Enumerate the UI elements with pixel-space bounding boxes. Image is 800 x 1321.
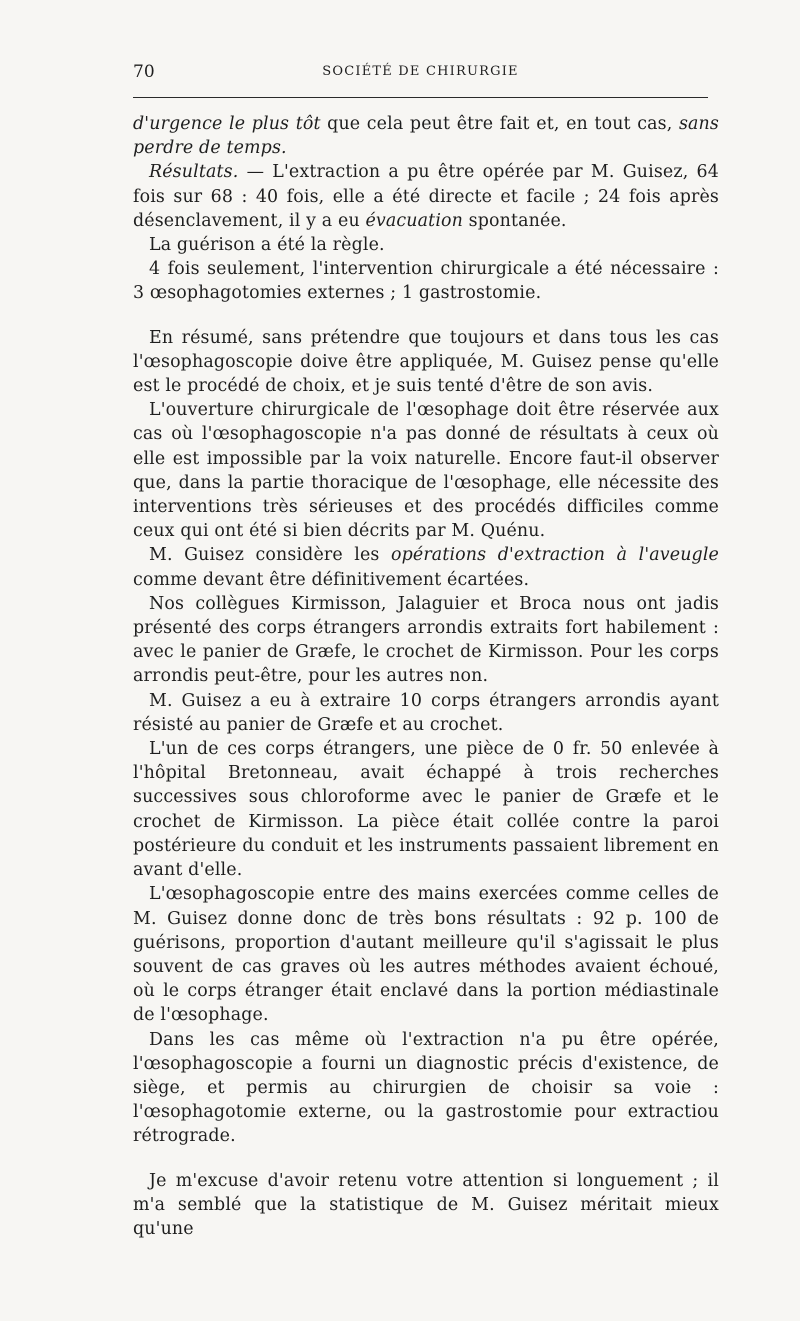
italic-text: d'urgence le plus tôt (133, 114, 321, 134)
paragraph (133, 882, 719, 1027)
text-run: Je m'excuse d'avoir retenu votre attention si longuement ; il m'a semblé que la statistique de M. Guisez méritait mieux qu'une (133, 1170, 719, 1239)
paragraph (133, 543, 719, 591)
text-run: M. Guisez a eu à extraire 10 corps étrangers arrondis ayant résisté au panier de Græfe et au crochet. (133, 690, 719, 735)
text-run: Nos collègues Kirmisson, Jalaguier et Broca nous ont jadis présenté des corps étrangers arrondis extraits fort habilement : avec le panier de Græfe, le crochet de Kirmisson. Pour les corps arrondis peut-être, pour les autres non. (133, 593, 719, 687)
paragraph (133, 233, 719, 257)
italic-text: Résultats. (149, 162, 239, 183)
text-run: En résumé, sans prétendre que toujours et dans tous les cas l'œsophagoscopie doive être appliquée, M. Guisez pense qu'elle est le procédé de choix, et je suis tenté d'être de son avis. (133, 327, 719, 397)
page-header (133, 58, 708, 88)
text-run: L'œsophagoscopie entre des mains exercées comme celles de M. Guisez donne donc de très bons résultats : 92 p. 100 de guérisons, proportion d'autant meilleure qu'il s'agissait le plus souvent de cas graves où les autres méthodes avaient échoué, où le corps étranger était enclavé dans la portion médiastinale de l'œsophage. (133, 884, 719, 1026)
running-title: SOCIÉTÉ DE CHIRURGIE (322, 64, 519, 79)
text-run: spontanée. (463, 210, 567, 231)
body-text (133, 112, 719, 1241)
paragraph (133, 1169, 719, 1242)
paragraph (133, 160, 719, 233)
text-run: 4 fois seulement, l'intervention chirurgicale a été nécessaire : 3 œsophagotomies externes ; 1 gastrostomie. (133, 259, 719, 304)
text-run: Dans les cas même où l'extraction n'a pu être opérée, l'œsophagoscopie a fourni un diagnostic précis d'existence, de siège, et permis au chirurgien de choisir sa voie : l'œsophagotomie externe, ou la gastrostomie pour extractiou rétrograde. (133, 1029, 719, 1147)
text-run: L'ouverture chirurgicale de l'œsophage doit être réservée aux cas où l'œsophagoscopie n'a pas donné de résultats à ceux où elle est impossible par la voix naturelle. Encore faut-il observer que, dans la partie thoracique de l'œsophage, elle nécessite des interventions très sérieuses et des procédés difficiles comme ceux qui ont été si bien décrits par M. Quénu. (133, 400, 719, 542)
text-run: que cela peut être fait et, en tout cas, (320, 114, 679, 134)
page-number: 70 (133, 62, 155, 82)
paragraph (133, 326, 719, 399)
text-run: M. Guisez considère les (149, 545, 391, 566)
text-run: L'un de ces corps étrangers, une pièce de 0 fr. 50 enlevée à l'hôpital Bretonneau, avait échappé à trois recherches successives sous chloroforme avec le panier de Græfe et le crochet de Kirmisson. La pièce était collée contre la paroi postérieure du conduit et les instruments passaient librement en avant d'elle. (133, 739, 719, 881)
paragraph (133, 112, 719, 160)
italic-text: opérations d'extraction à l'aveugle (391, 545, 719, 566)
paragraph (133, 1028, 719, 1149)
text-run: comme devant être définitivement écartées. (133, 569, 530, 590)
text-run: La guérison a été la règle. (149, 235, 385, 256)
header-rule (133, 97, 708, 98)
paragraph (133, 689, 719, 737)
paragraph (133, 398, 719, 543)
page-bottom-margin (0, 1260, 800, 1321)
italic-text: sans perdre de temps. (133, 114, 719, 159)
paragraph (133, 737, 719, 882)
paragraph (133, 592, 719, 689)
paragraph (133, 257, 719, 305)
text-run: — L'extraction a pu être opérée par M. Guisez, 64 fois sur 68 : 40 fois, elle a été directe et facile ; 24 fois après désenclavement, il y a eu (133, 162, 719, 231)
italic-text: évacuation (365, 210, 463, 231)
